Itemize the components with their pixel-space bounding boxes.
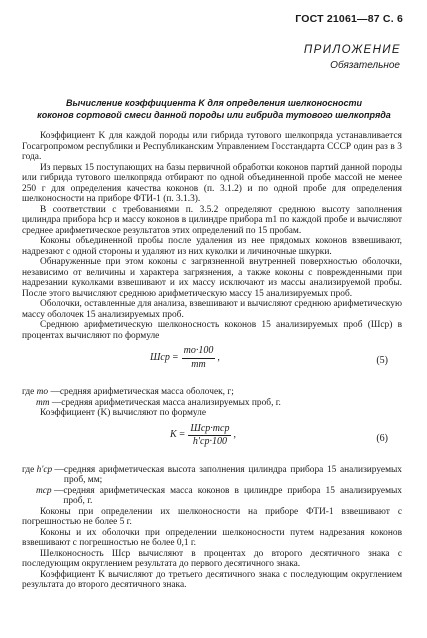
formula-6 bbox=[22, 422, 402, 462]
appendix-subtitle: Обязательное bbox=[330, 60, 400, 71]
definition-item: где h'ср — средняя арифметическая высота заполнения цилиндра прибора 15 анализируемых проб, мм; bbox=[22, 464, 402, 485]
paragraph: Коэффициент K вычисляют до третьего десятичного знака с последующим округлением результата до второго десятичного знака. bbox=[22, 569, 402, 590]
formula-5-fraction bbox=[182, 346, 216, 370]
formula-5-numerator: mо·100 bbox=[182, 346, 216, 359]
formula-5 bbox=[22, 344, 402, 384]
definition-text: средняя арифметическая масса коконов в цилиндре прибора 15 анализируемых проб, г. bbox=[63, 485, 402, 506]
formula-5-lhs: Шср bbox=[150, 351, 170, 363]
formula-6-definitions bbox=[22, 465, 402, 507]
formula-6-fraction bbox=[188, 424, 231, 448]
section-title bbox=[14, 97, 414, 121]
standard-code: ГОСТ 21061—87 С. 6 bbox=[295, 13, 403, 25]
definition-symbol: mт bbox=[36, 397, 50, 408]
formula-6-number: (6) bbox=[376, 432, 388, 444]
definition-item: mт — средняя арифметическая масса анализируемых проб, г. bbox=[22, 398, 402, 409]
formula-5-denominator: mт bbox=[191, 358, 206, 370]
definition-symbol: h'ср bbox=[36, 464, 53, 475]
paragraph: Коконы и их оболочки при определении шелконосности путем надрезания коконов взвешивают с погрешностью не более 0,1 г. bbox=[22, 527, 402, 548]
paragraph: Коконы при определении их шелконосности на приборе ФТИ-1 взвешивают с погрешностью не более 5 г. bbox=[22, 506, 402, 527]
definition-text: средняя арифметическая масса анализируемых проб, г. bbox=[61, 397, 281, 408]
appendix-title: ПРИЛОЖЕНИЕ bbox=[303, 44, 401, 56]
formula-5-definitions bbox=[22, 387, 402, 408]
definition-text: средняя арифметическая масса оболочек, г; bbox=[59, 387, 234, 397]
definition-item: mср — средняя арифметическая масса коконов в цилиндре прибора 15 анализируемых проб, г. bbox=[36, 485, 402, 506]
document-body bbox=[22, 131, 402, 591]
paragraph: Оболочки, оставленные для анализа, взвешивают и вычисляют среднюю арифметическую массу оболочек 15 анализируемых проб. bbox=[22, 299, 402, 320]
paragraph: В соответствии с требованиями п. 3.5.2 определяют среднюю высоту заполнения цилиндра прибора hср и массу коконов в цилиндре прибора m1 по каждой пробе и вычисляют среднее арифметическое результатов этих определений по 15 пробам. bbox=[22, 204, 402, 236]
paragraph: Обнаруженные при этом коконы с загрязненной внутренней поверхностью оболочки, независимо от величины и характера загрязнения, а также коконы с поврежденными при надрезании куколками взвешивают и их массу исключают из массы анализируемой пробы. После этого вычисляют среднюю арифметическую массу 15 анализируемых проб. bbox=[22, 257, 402, 299]
where-word: где bbox=[22, 464, 35, 475]
formula-6-lhs: K bbox=[170, 429, 177, 441]
formula-6-expression: K = $\frac{\text{Шср·mср}}{h'ср\cdot 100}$ , bbox=[170, 422, 236, 447]
definition-item: где mо — средняя арифметическая масса оболочек, г; bbox=[22, 387, 402, 398]
paragraph: Коэффициент (K) вычисляют по формуле bbox=[40, 408, 207, 418]
formula-6-numerator: Шср·mср bbox=[188, 424, 231, 437]
formula-6-denominator: h'ср·100 bbox=[192, 436, 227, 447]
paragraph: Шелконосность Шср вычисляют в процентах до второго десятичного знака с последующим округлением результата до первого десятичного знака. bbox=[22, 548, 402, 569]
formula-5-number: (5) bbox=[376, 355, 388, 366]
definition-symbol: mср bbox=[36, 485, 52, 496]
section-title-line-1: Вычисление коэффициента K для определения шелконосности bbox=[66, 98, 362, 108]
where-word: где bbox=[22, 387, 35, 397]
definition-symbol: mо bbox=[36, 387, 49, 397]
paragraph: Коконы объединенной пробы после удаления из нее прядомых коконов взвешивают, надрезают с одной стороны и удаляют из них куколки и личиночные шкурки. bbox=[22, 236, 402, 257]
formula-5-expression: Шср = $\frac{mо\cdot 100}{mт}$ , bbox=[150, 345, 220, 370]
section-title-line-2: коконов сортовой смеси данной породы или гибрида тутового шелкопряда bbox=[37, 110, 391, 120]
paragraph: Коэффициент K для каждой породы или гибрида тутового шелкопряда устанавливается Госагропромом республики и Республиканским Управлением Госстандарта СССР один раз в 3 года. bbox=[22, 131, 402, 162]
definition-text: средняя арифметическая высота заполнения цилиндра прибора 15 анализируемых проб, мм; bbox=[63, 464, 402, 485]
paragraph: Из первых 15 поступающих на базы первичной обработки коконов партий данной породы или гибрида тутового шелкопряда отбирают по одной объединенной пробе массой не менее 250 г для определения качества коконов (п. 3.1.2) и по одной пробе для определения шелконосности на приборе ФТИ-1 (п. 3.1.3). bbox=[22, 162, 402, 204]
paragraph: Среднюю арифметическую шелконосность коконов 15 анализируемых проб (Шср) в процентах вычисляют по формуле bbox=[22, 320, 402, 341]
